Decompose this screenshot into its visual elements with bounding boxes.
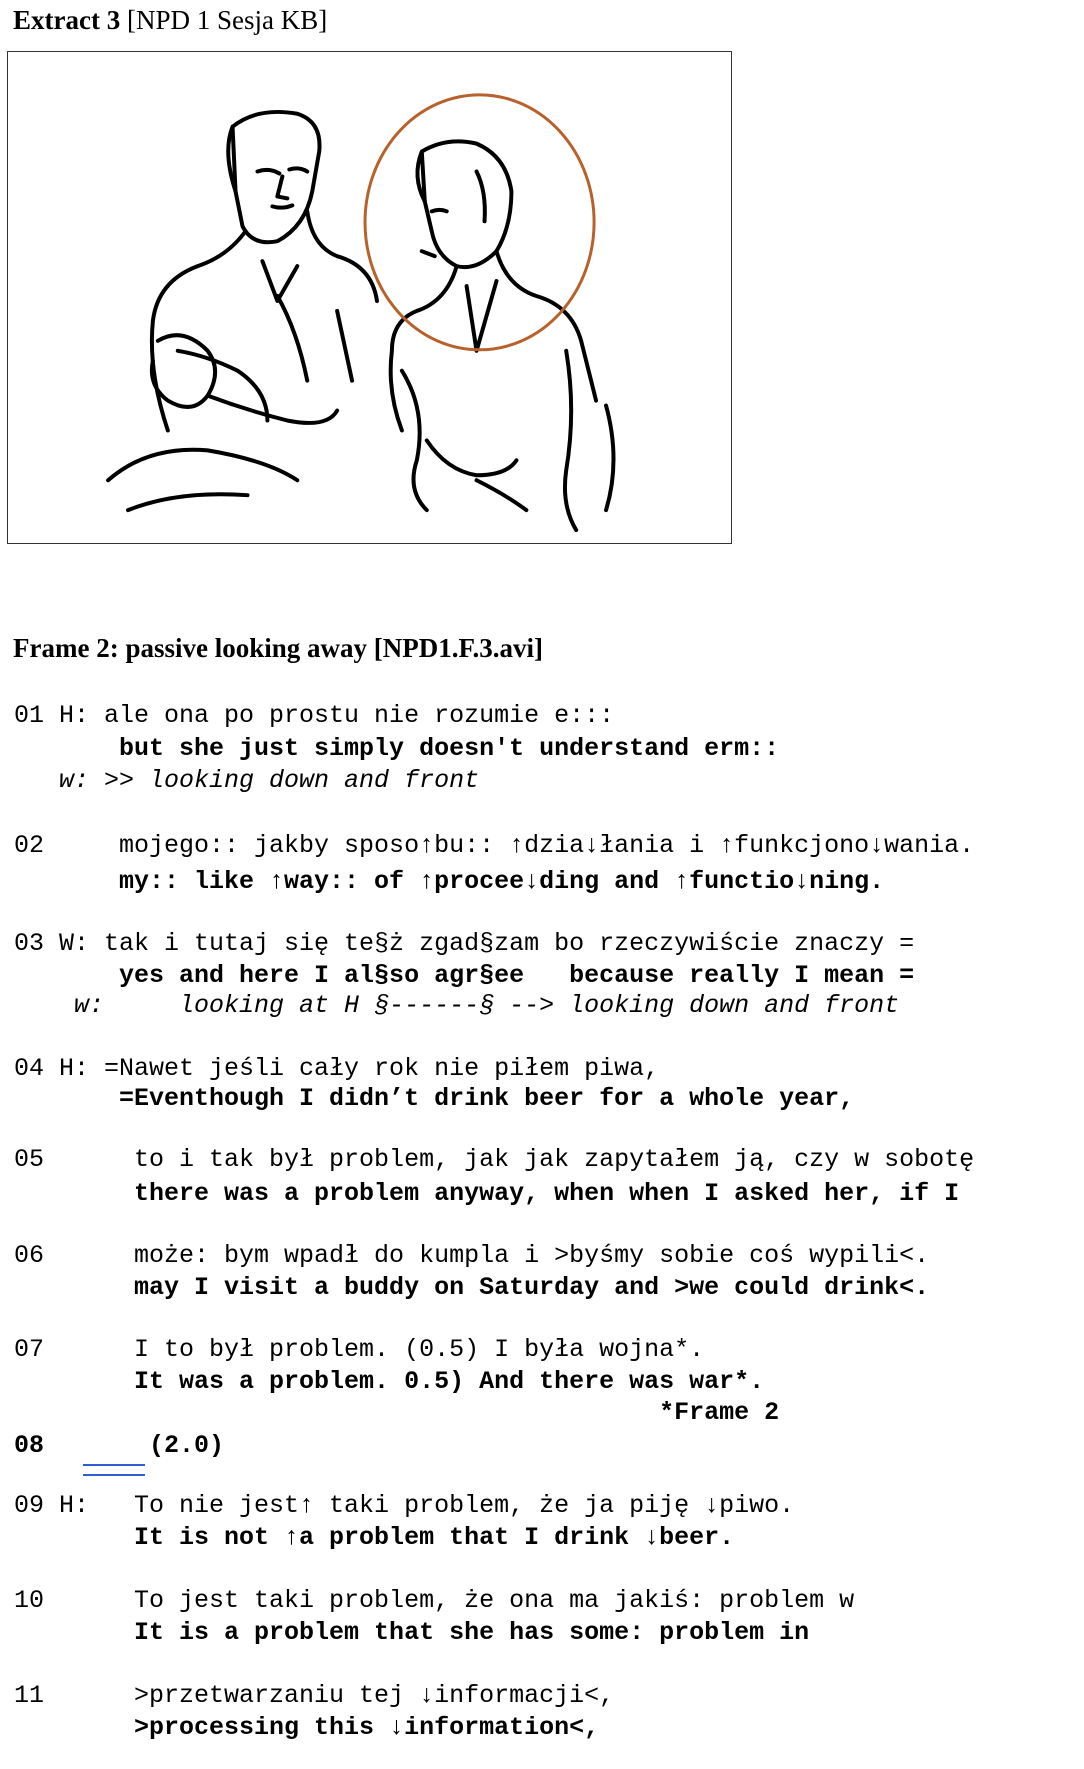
translation-line-02: my:: like ↑way:: of ↑procee↓ding and ↑functio↓ning. (14, 867, 885, 896)
transcript-line-04: 04 H: =Nawet jeśli cały rok nie piłem piwa, (14, 1054, 660, 1083)
transcript-line-06: 06 może: bym wpadł do kumpla i >byśmy sobie coś wypili<. (14, 1241, 930, 1270)
translation-line-01: but she just simply doesn't understand erm:: (14, 734, 780, 763)
illustration-two-men-sitting (7, 51, 732, 544)
transcript-line-03: 03 W: tak i tutaj się te§ż zgad§zam bo rzeczywiście znaczy = (14, 929, 915, 958)
translation-line-04: =Eventhough I didn’t drink beer for a whole year, (14, 1084, 855, 1113)
extract-title-rest: [NPD 1 Sesja KB] (120, 5, 328, 35)
line-drawing (8, 52, 731, 543)
translation-line-10: It is a problem that she has some: problem in (14, 1618, 810, 1647)
extract-title (13, 4, 327, 36)
transcript-line-02: 02 mojego:: jakby sposo↑bu:: ↑dzia↓łania i ↑funkcjono↓wania. (14, 831, 975, 860)
frame-title-text: Frame 2: passive looking away [NPD1.F.3.avi] (13, 633, 543, 663)
gaze-line-01: w: >> looking down and front (14, 766, 480, 795)
frame-marker: *Frame 2 (14, 1398, 780, 1427)
translation-line-09: It is not ↑a problem that I drink ↓beer. (14, 1523, 735, 1552)
extract-title-bold: Extract 3 (13, 5, 121, 35)
transcript-line-09: 09 H: To nie jest↑ taki problem, że ja piję ↓piwo. (14, 1491, 795, 1520)
translation-line-06: may I visit a buddy on Saturday and >we could drink<. (14, 1273, 930, 1302)
pause-underline-mark (83, 1464, 145, 1476)
gaze-line-03: w: looking at H §------§ --> looking down and front (14, 991, 900, 1020)
translation-line-03: yes and here I al§so agr§ee because really I mean = (14, 961, 915, 990)
translation-line-11: >processing this ↓information<, (14, 1713, 600, 1742)
transcript-line-01: 01 H: ale ona po prostu nie rozumie e::: (14, 701, 615, 730)
translation-line-07: It was a problem. 0.5) And there was war*. (14, 1367, 765, 1396)
transcript-line-10: 10 To jest taki problem, że ona ma jakiś: problem w (14, 1586, 855, 1615)
highlight-circle (365, 95, 594, 350)
transcript-line-08: 08 (2.0) (14, 1431, 225, 1460)
transcript-line-11: 11 >przetwarzaniu tej ↓informacji<, (14, 1681, 615, 1710)
translation-line-05: there was a problem anyway, when when I asked her, if I (14, 1179, 960, 1208)
frame-title (13, 632, 543, 664)
transcript-line-05: 05 to i tak był problem, jak jak zapytałem ją, czy w sobotę (14, 1145, 975, 1174)
transcript-line-07: 07 I to był problem. (0.5) I była wojna*. (14, 1335, 705, 1364)
